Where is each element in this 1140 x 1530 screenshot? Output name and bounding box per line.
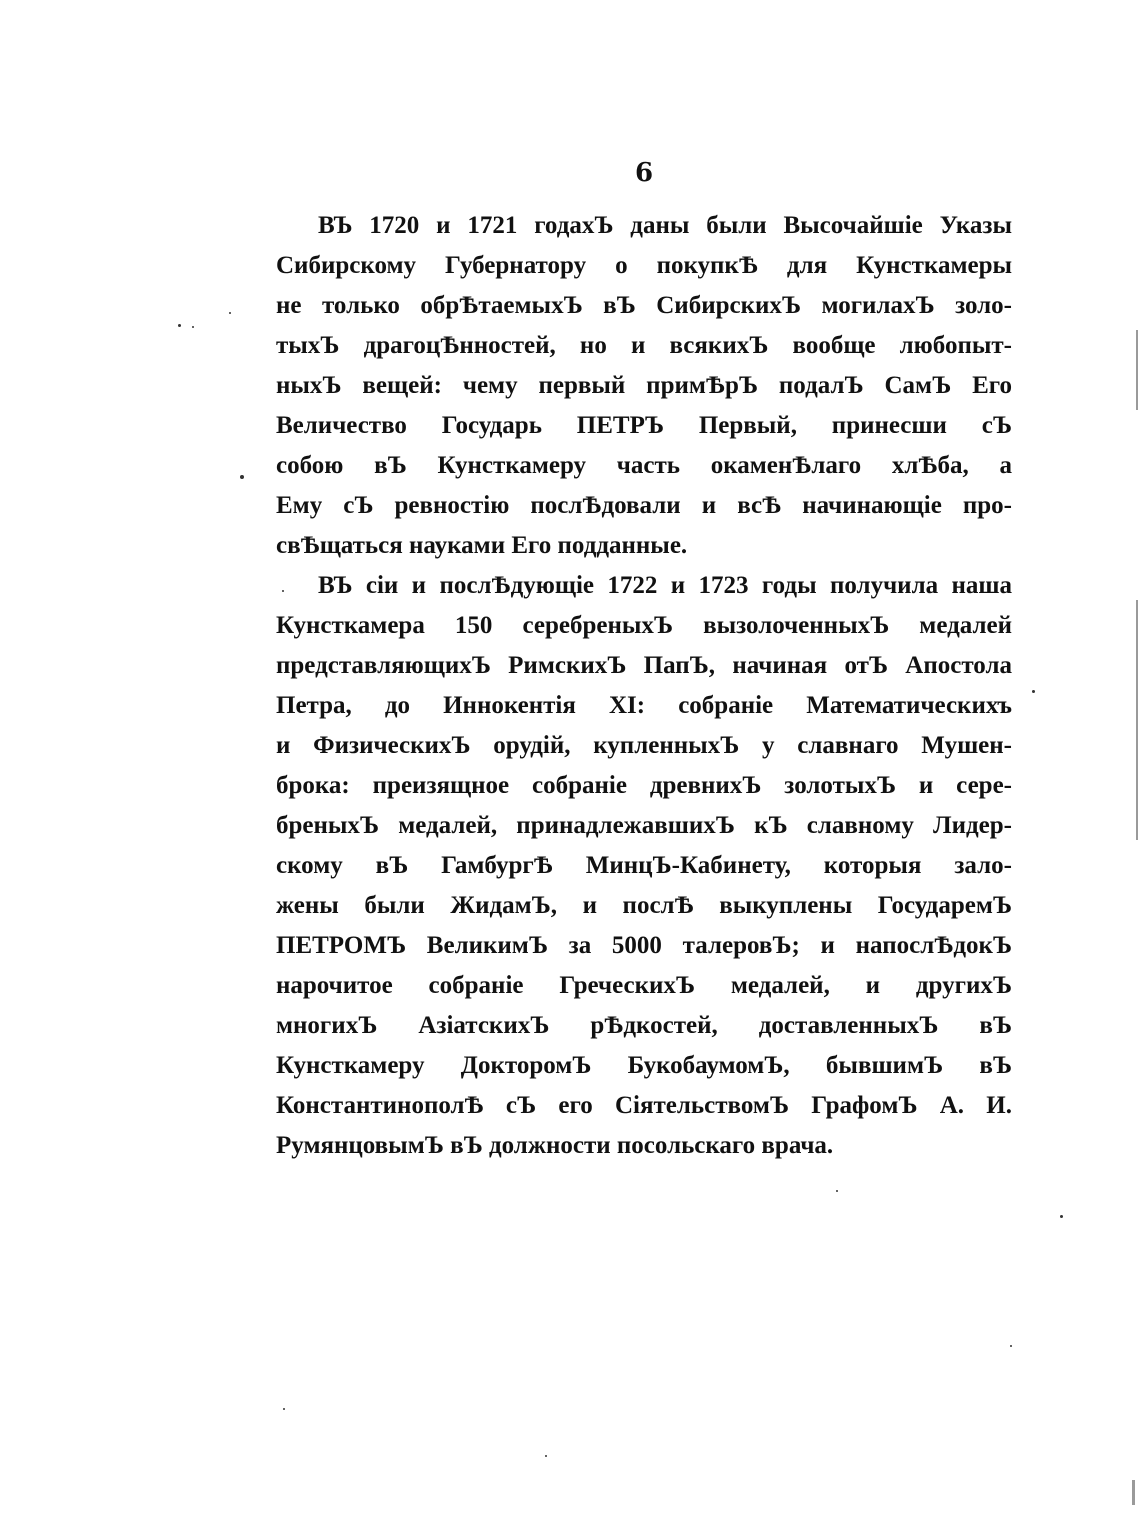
body-text: [276, 206, 1012, 1166]
paragraph-2-line-10: ПЕТРОМЪ ВеликимЪ за 5000 талеровЪ; и напослѢдокЪ: [276, 932, 1012, 959]
scan-speck: [1010, 1345, 1012, 1347]
paragraph-1-line-9: свѢщаться науками Его подданные.: [276, 532, 688, 559]
paragraph-2-line-6: брока: преизящное собраніе древнихЪ золотыхЪ и сере-: [276, 772, 1012, 799]
scan-speck: [229, 312, 231, 314]
paragraph-1-line-2: Сибирскому Губернатору о покупкѢ для Кунсткамеры: [276, 252, 1012, 279]
paragraph-2-line-5: и ФизическихЪ орудій, купленныхЪ у славнаго Мушен-: [276, 732, 1012, 759]
page-number: 6: [634, 158, 654, 188]
scan-speck: [1032, 690, 1035, 693]
scan-speck: [178, 324, 181, 327]
scan-speck: [836, 1190, 838, 1192]
paragraph-2-line-12: многихЪ АзіатскихЪ рѢдкостей, доставленныхЪ вЪ: [276, 1012, 1012, 1039]
paragraph-2-line-14: КонстантинополѢ сЪ его СіятельствомЪ ГрафомЪ А. И.: [276, 1092, 1012, 1119]
paragraph-2-line-13: Кунсткамеру ДокторомЪ БукобаумомЪ, бывшимЪ вЪ: [276, 1052, 1012, 1079]
paragraph-1-line-3: не только обрѢтаемыхЪ вЪ СибирскихЪ могилахЪ золо-: [276, 292, 1012, 319]
paragraph-2-line-9: жены были ЖидамЪ, и послѢ выкуплены ГосударемЪ: [276, 892, 1012, 919]
paragraph-2-line-15: РумянцовымЪ вЪ должности посольскаго врача.: [276, 1132, 834, 1159]
paragraph-1-line-1: ВЪ 1720 и 1721 годахЪ даны были Высочайшіе Указы: [318, 212, 1012, 239]
scan-speck: [282, 590, 284, 592]
paragraph-2-line-3: представляющихЪ РимскихЪ ПапЪ, начиная отЪ Апостола: [276, 652, 1012, 679]
scan-speck: [192, 326, 194, 328]
page-edge-mark: [1136, 600, 1138, 840]
paragraph-1-line-4: тыхЪ драгоцѢнностей, но и всякихЪ вообще любопыт-: [276, 332, 1012, 359]
paragraph-2-line-2: Кунсткамера 150 серебреныхЪ вызолоченныхЪ медалей: [276, 612, 1012, 639]
paragraph-2-line-1: ВЪ сіи и послѢдующіе 1722 и 1723 годы получила наша: [318, 572, 1012, 599]
paragraph-1-line-5: ныхЪ вещей: чему первый примѢрЪ подалЪ СамЪ Его: [276, 372, 1012, 399]
paragraph-1-line-8: Ему сЪ ревностію послѢдовали и всѢ начинающіе про-: [276, 492, 1012, 519]
paragraph-1-line-6: Величество Государь ПЕТРЪ Первый, принесши сЪ: [276, 412, 1012, 439]
paragraph-2-line-8: скому вЪ ГамбургѢ МинцЪ-Кабинету, которыя зало-: [276, 852, 1012, 879]
scan-speck: [240, 475, 244, 479]
paragraph-2-line-7: бреныхЪ медалей, принадлежавшихЪ кЪ славному Лидер-: [276, 812, 1012, 839]
scan-speck: [1060, 1215, 1063, 1218]
paragraph-2-line-4: Петра, до Иннокентія XI: собраніе Математическихъ: [276, 692, 1012, 719]
paragraph-2-line-11: нарочитое собраніе ГреческихЪ медалей, и другихЪ: [276, 972, 1012, 999]
scan-speck: [283, 1408, 285, 1410]
scan-speck: [545, 1455, 547, 1457]
page-edge-mark: [1132, 1480, 1135, 1505]
paragraph-1-line-7: собою вЪ Кунсткамеру часть окаменѢлаго хлѢба, а: [276, 452, 1012, 479]
page-edge-mark: [1136, 330, 1138, 410]
